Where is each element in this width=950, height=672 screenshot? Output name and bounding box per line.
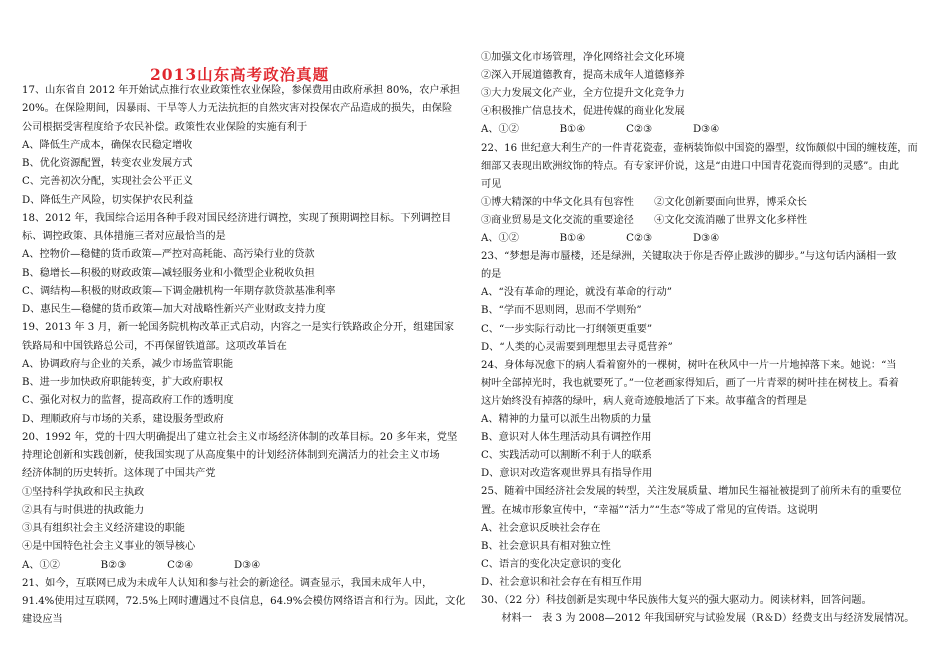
- text-line: D、“人类的心灵需要到理想里去寻觅营养”: [481, 341, 673, 353]
- text-line: ③具有组织社会主义经济建设的职能: [22, 523, 185, 534]
- text-line: C、“一步实际行动比一打纲领更重要”: [481, 323, 653, 335]
- text-line: A、①② B①④ C②③ D③④: [481, 233, 720, 244]
- text-line: 20、1992 年，党的十四大明确提出了建立社会主义市场经济体制的改革目标。20 多年来，党坚: [22, 431, 458, 443]
- text-line: D、理顺政府与市场的关系，建设服务型政府: [22, 413, 224, 425]
- text-line: C、实践活动可以割断不利于人的联系: [481, 450, 652, 462]
- text-line: 标、调控政策、具体措施三者对应最恰当的是: [22, 231, 226, 242]
- text-line: 材料一 表 3 为 2008—2012 年我国研究与试验发展（R＆D）经费支出与经济发展情况。: [481, 613, 915, 625]
- text-line: A、①② B②③ C②④ D③④: [22, 559, 261, 571]
- text-line: 建设应当: [22, 614, 63, 626]
- text-line: ④是中国特色社会主义事业的领导核心: [22, 541, 196, 553]
- text-line: 这片始终没有掉落的绿叶，病人竟奇迹般地活了下来。故事蕴含的哲理是: [481, 395, 807, 407]
- text-line: 91.4%使用过互联网，72.5%上网时遭遇过不良信息，64.9%会模仿网络语言和行为。因此，文化: [22, 596, 466, 607]
- text-line: 持理论创新和实践创新，使我国实现了从高度集中的计划经济体制到充满活力的社会主义市场: [22, 450, 440, 461]
- text-line: A、协调政府与企业的关系，减少市场监管职能: [22, 358, 234, 370]
- text-line: B、进一步加快政府职能转变，扩大政府职权: [22, 377, 224, 388]
- text-line: A、控物价—稳健的货币政策—严控对高耗能、高污染行业的贷款: [22, 249, 315, 261]
- text-line: 24、身体每况愈下的病人看着窗外的一棵树，树叶在秋风中一片一片地掉落下来。她说：“当: [481, 359, 897, 371]
- text-line: ①博大精深的中华文化具有包容性 ②文化创新要面向世界，博采众长: [481, 196, 807, 208]
- text-line: C、语言的变化决定意识的变化: [481, 558, 622, 570]
- text-line: A、降低生产成本，确保农民稳定增收: [22, 139, 193, 151]
- text-line: 可见: [481, 178, 502, 190]
- text-line: C、调结构—积极的财政政策—下调金融机构一年期存款贷款基准利率: [22, 285, 336, 297]
- text-line: 21、如今，互联网已成为未成年人认知和参与社会的新途径。调查显示，我国未成年人中，: [22, 577, 433, 589]
- text-line: ④积极推广信息技术，促进传媒的商业化发展: [481, 106, 685, 118]
- text-line: D、降低生产风险，切实保护农民利益: [22, 194, 194, 206]
- text-line: 的是: [481, 269, 502, 281]
- text-line: A、“没有革命的理论，就没有革命的行动”: [481, 287, 672, 299]
- text-line: 17、山东省自 2012 年开始试点推行农业政策性农业保险，参保费用由政府承担 80%，农户承担: [22, 85, 460, 96]
- text-line: ①坚持科学执政和民主执政: [22, 486, 145, 498]
- text-line: 树叶全部掉光时，我也就要死了。”一位老画家得知后，画了一片青翠的树叶挂在树枝上。看着: [481, 377, 899, 389]
- text-line: D、意识对改造客观世界具有指导作用: [481, 468, 653, 480]
- text-line: 25、随着中国经济社会发展的转型，关注发展质量、增加民生福祉被提到了前所未有的重要位: [481, 486, 902, 498]
- text-line: 经济体制的历史转折。这体现了中国共产党: [22, 468, 216, 480]
- text-line: B、稳增长—积极的财政政策—减轻服务业和小微型企业税收负担: [22, 267, 315, 279]
- text-line: B、社会意识具有相对独立性: [481, 540, 611, 552]
- text-line: 20%。在保险期间，因暴雨、干旱等人力无法抗拒的自然灾害对投保农产品造成的损失，由保险: [22, 103, 453, 115]
- text-line: 公司根据受害程度给予农民补偿。政策性农业保险的实施有利于: [22, 121, 308, 133]
- text-line: ①加强文化市场管理，净化网络社会文化环境: [481, 52, 685, 63]
- text-line: B、“学而不思则罔，思而不学则殆”: [481, 305, 642, 317]
- text-line: 细部又表现出欧洲纹饰的特点。有专家评价说，这是“由进口中国青花瓷而得到的灵感”。由此: [481, 160, 899, 172]
- text-line: A、社会意识反映社会存在: [481, 522, 601, 534]
- text-line: C、强化对权力的监督，提高政府工作的透明度: [22, 395, 234, 407]
- text-line: 23、“梦想是海市蜃楼，还是绿洲，关键取决于你是否停止跋涉的脚步。”与这句话内涵相一致: [481, 251, 897, 263]
- text-line: 22、16 世纪意大利生产的一件青花瓷壶，壶柄装饰似中国瓷的器型，纹饰颇似中国的缠枝莲，而: [481, 142, 918, 154]
- text-line: ②具有与时俱进的执政能力: [22, 504, 145, 516]
- text-line: 置。在城市形象宣传中，“幸福”“活力”“生态”等成了常见的宣传语。这说明: [481, 504, 818, 516]
- text-line: B、优化资源配置，转变农业发展方式: [22, 158, 193, 169]
- text-line: C、完善初次分配，实现社会公平正义: [22, 176, 193, 188]
- text-line: 30、（22 分）科技创新是实现中华民族伟大复兴的强大驱动力。阅读材料，回答问题。: [481, 595, 872, 606]
- text-line: ③大力发展文化产业，全方位提升文化竞争力: [481, 88, 685, 100]
- text-line: A、精神的力量可以派生出物质的力量: [481, 414, 652, 425]
- text-line: 19、2013 年 3 月，新一轮国务院机构改革正式启动，内容之一是实行铁路政企分开，组建国家: [22, 322, 455, 334]
- text-line: B、意识对人体生理活动具有调控作用: [481, 432, 652, 444]
- text-line: 铁路局和中国铁路总公司，不再保留铁道部。这项改革旨在: [22, 340, 287, 352]
- text-line: 18、2012 年，我国综合运用各种手段对国民经济进行调控，实现了预期调控目标。下列调控目: [22, 212, 452, 224]
- text-line: ②深入开展道德教育，提高未成年人道德修养: [481, 70, 685, 82]
- text-line: ③商业贸易是文化交流的重要途径 ④文化交流消融了世界文化多样性: [481, 214, 807, 226]
- page-title: 2013山东高考政治真题: [150, 65, 330, 84]
- text-line: A、①② B①④ C②③ D③④: [481, 124, 720, 136]
- text-line: D、社会意识和社会存在有相互作用: [481, 576, 642, 588]
- text-line: D、惠民生—稳健的货币政策—加大对战略性新兴产业财政支持力度: [22, 304, 326, 315]
